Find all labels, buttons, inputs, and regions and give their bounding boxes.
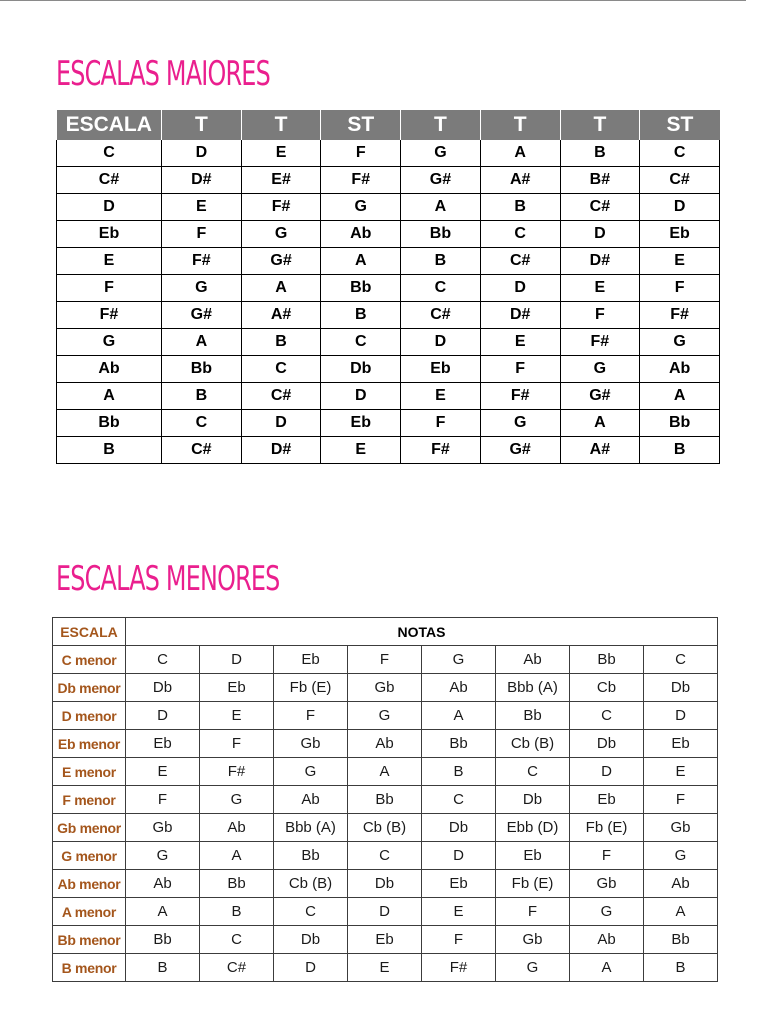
major-note-cell: C#	[480, 248, 560, 275]
major-scale-name: A	[57, 383, 162, 410]
major-note-cell: B	[241, 329, 321, 356]
major-note-cell: B	[480, 194, 560, 221]
minor-note-cell: F	[570, 842, 644, 870]
minor-note-cell: F	[496, 898, 570, 926]
major-note-cell: B	[321, 302, 401, 329]
minor-note-cell: Cb	[570, 674, 644, 702]
major-table-row	[57, 140, 720, 167]
major-table-row	[57, 383, 720, 410]
major-note-cell: F	[321, 140, 401, 167]
major-header-cell: T	[480, 110, 560, 140]
major-note-cell: E	[480, 329, 560, 356]
major-note-cell: G#	[401, 167, 481, 194]
minor-scales-table	[52, 617, 718, 982]
major-scale-name: Eb	[57, 221, 162, 248]
minor-note-cell: C	[422, 786, 496, 814]
minor-note-cell: Bb	[274, 842, 348, 870]
minor-note-cell: E	[348, 954, 422, 982]
minor-note-cell: C	[348, 842, 422, 870]
minor-table-row	[53, 870, 718, 898]
minor-note-cell: Ab	[200, 814, 274, 842]
major-note-cell: F#	[640, 302, 720, 329]
minor-header-row	[53, 618, 718, 646]
minor-note-cell: Db	[644, 674, 718, 702]
minor-note-cell: C	[496, 758, 570, 786]
minor-scale-name: D menor	[53, 702, 126, 730]
minor-note-cell: D	[126, 702, 200, 730]
major-note-cell: D	[241, 410, 321, 437]
major-scale-name: D	[57, 194, 162, 221]
major-note-cell: G	[480, 410, 560, 437]
major-note-cell: E	[162, 194, 242, 221]
minor-header-notes: NOTAS	[126, 618, 718, 646]
major-note-cell: F#	[401, 437, 481, 464]
major-note-cell: D#	[480, 302, 560, 329]
minor-note-cell: Eb	[496, 842, 570, 870]
major-scale-name: E	[57, 248, 162, 275]
major-note-cell: C#	[640, 167, 720, 194]
major-table-row	[57, 248, 720, 275]
minor-note-cell: Bb	[422, 730, 496, 758]
major-note-cell: D#	[162, 167, 242, 194]
major-table-row	[57, 329, 720, 356]
major-scale-name: G	[57, 329, 162, 356]
major-scale-name: Bb	[57, 410, 162, 437]
minor-scale-name: Gb menor	[53, 814, 126, 842]
major-note-cell: G	[241, 221, 321, 248]
minor-note-cell: Db	[274, 926, 348, 954]
major-note-cell: A	[480, 140, 560, 167]
major-table-row	[57, 302, 720, 329]
major-note-cell: G#	[480, 437, 560, 464]
major-header-cell: T	[401, 110, 481, 140]
major-note-cell: D	[560, 221, 640, 248]
minor-table-row	[53, 702, 718, 730]
major-note-cell: E#	[241, 167, 321, 194]
major-note-cell: C	[480, 221, 560, 248]
major-note-cell: A#	[560, 437, 640, 464]
minor-note-cell: Eb	[644, 730, 718, 758]
minor-note-cell: A	[644, 898, 718, 926]
major-note-cell: Eb	[321, 410, 401, 437]
minor-note-cell: D	[200, 646, 274, 674]
major-note-cell: F	[162, 221, 242, 248]
minor-note-cell: Eb	[126, 730, 200, 758]
minor-table-row	[53, 646, 718, 674]
minor-scale-name: Bb menor	[53, 926, 126, 954]
major-scale-name: B	[57, 437, 162, 464]
major-note-cell: G#	[162, 302, 242, 329]
minor-note-cell: F	[274, 702, 348, 730]
minor-scale-name: F menor	[53, 786, 126, 814]
minor-note-cell: D	[570, 758, 644, 786]
major-header-cell: T	[162, 110, 242, 140]
minor-scale-name: E menor	[53, 758, 126, 786]
major-note-cell: Ab	[321, 221, 401, 248]
minor-note-cell: B	[422, 758, 496, 786]
minor-note-cell: Eb	[422, 870, 496, 898]
minor-note-cell: C	[570, 702, 644, 730]
minor-note-cell: Eb	[274, 646, 348, 674]
major-note-cell: G	[640, 329, 720, 356]
minor-note-cell: Fb (E)	[274, 674, 348, 702]
major-note-cell: D	[640, 194, 720, 221]
minor-note-cell: Gb	[348, 674, 422, 702]
major-note-cell: F#	[162, 248, 242, 275]
minor-scale-name: Ab menor	[53, 870, 126, 898]
minor-table-row	[53, 674, 718, 702]
major-note-cell: C#	[401, 302, 481, 329]
minor-note-cell: G	[644, 842, 718, 870]
minor-note-cell: D	[348, 898, 422, 926]
major-note-cell: Eb	[401, 356, 481, 383]
minor-scale-name: G menor	[53, 842, 126, 870]
major-scale-name: C#	[57, 167, 162, 194]
minor-note-cell: C	[126, 646, 200, 674]
major-header-cell: ST	[321, 110, 401, 140]
major-note-cell: F	[560, 302, 640, 329]
major-note-cell: C	[241, 356, 321, 383]
major-note-cell: E	[241, 140, 321, 167]
major-note-cell: D	[321, 383, 401, 410]
minor-note-cell: E	[422, 898, 496, 926]
minor-table-row	[53, 758, 718, 786]
major-note-cell: B	[560, 140, 640, 167]
minor-note-cell: Gb	[570, 870, 644, 898]
minor-note-cell: G	[496, 954, 570, 982]
minor-note-cell: G	[422, 646, 496, 674]
minor-note-cell: Eb	[348, 926, 422, 954]
major-note-cell: Bb	[640, 410, 720, 437]
minor-note-cell: A	[200, 842, 274, 870]
major-note-cell: F#	[560, 329, 640, 356]
major-scales-table	[56, 110, 720, 464]
major-note-cell: E	[560, 275, 640, 302]
minor-note-cell: Cb (B)	[496, 730, 570, 758]
minor-scale-name: B menor	[53, 954, 126, 982]
major-note-cell: C#	[560, 194, 640, 221]
minor-note-cell: Ab	[126, 870, 200, 898]
major-note-cell: Eb	[640, 221, 720, 248]
major-note-cell: F#	[241, 194, 321, 221]
minor-note-cell: Bbb (A)	[274, 814, 348, 842]
major-note-cell: G#	[241, 248, 321, 275]
minor-note-cell: F	[644, 786, 718, 814]
minor-note-cell: Db	[422, 814, 496, 842]
minor-note-cell: A	[570, 954, 644, 982]
major-note-cell: C	[162, 410, 242, 437]
minor-table-row	[53, 926, 718, 954]
major-table-body	[57, 140, 720, 464]
major-header-row	[57, 110, 720, 140]
minor-note-cell: Ab	[422, 674, 496, 702]
minor-note-cell: E	[644, 758, 718, 786]
minor-note-cell: A	[422, 702, 496, 730]
minor-note-cell: F	[200, 730, 274, 758]
minor-note-cell: Bb	[570, 646, 644, 674]
minor-table-row	[53, 842, 718, 870]
major-note-cell: C	[401, 275, 481, 302]
major-note-cell: F#	[480, 383, 560, 410]
minor-note-cell: F	[348, 646, 422, 674]
major-note-cell: B	[640, 437, 720, 464]
minor-note-cell: Cb (B)	[274, 870, 348, 898]
minor-note-cell: E	[126, 758, 200, 786]
major-note-cell: F#	[321, 167, 401, 194]
major-table-row	[57, 194, 720, 221]
minor-note-cell: F	[422, 926, 496, 954]
minor-note-cell: G	[348, 702, 422, 730]
major-note-cell: C	[640, 140, 720, 167]
major-table-row	[57, 437, 720, 464]
minor-note-cell: B	[644, 954, 718, 982]
major-note-cell: A#	[241, 302, 321, 329]
major-note-cell: D	[162, 140, 242, 167]
minor-note-cell: Eb	[570, 786, 644, 814]
minor-note-cell: Ab	[644, 870, 718, 898]
minor-note-cell: Ebb (D)	[496, 814, 570, 842]
major-note-cell: E	[401, 383, 481, 410]
major-header-cell: T	[241, 110, 321, 140]
minor-note-cell: Gb	[274, 730, 348, 758]
minor-note-cell: D	[274, 954, 348, 982]
major-note-cell: B	[162, 383, 242, 410]
minor-note-cell: A	[126, 898, 200, 926]
minor-note-cell: Bb	[496, 702, 570, 730]
major-note-cell: G#	[560, 383, 640, 410]
major-note-cell: Ab	[640, 356, 720, 383]
minor-note-cell: F#	[200, 758, 274, 786]
major-scale-name: F#	[57, 302, 162, 329]
top-divider	[0, 0, 746, 1]
major-note-cell: C	[321, 329, 401, 356]
major-note-cell: C#	[162, 437, 242, 464]
major-note-cell: F	[480, 356, 560, 383]
minor-note-cell: C	[274, 898, 348, 926]
major-note-cell: G	[401, 140, 481, 167]
minor-scales-title: ESCALAS MENORES	[56, 559, 280, 599]
major-note-cell: E	[640, 248, 720, 275]
minor-note-cell: D	[422, 842, 496, 870]
minor-note-cell: B	[200, 898, 274, 926]
major-note-cell: C#	[241, 383, 321, 410]
major-note-cell: Db	[321, 356, 401, 383]
major-note-cell: E	[321, 437, 401, 464]
major-note-cell: G	[321, 194, 401, 221]
minor-note-cell: C	[200, 926, 274, 954]
minor-note-cell: G	[126, 842, 200, 870]
major-note-cell: Bb	[162, 356, 242, 383]
minor-note-cell: Bb	[644, 926, 718, 954]
major-note-cell: B	[401, 248, 481, 275]
major-scale-name: Ab	[57, 356, 162, 383]
minor-table-body	[53, 646, 718, 982]
minor-note-cell: Gb	[644, 814, 718, 842]
minor-note-cell: Db	[570, 730, 644, 758]
minor-table-row	[53, 814, 718, 842]
major-note-cell: D	[480, 275, 560, 302]
minor-table-row	[53, 954, 718, 982]
major-note-cell: Bb	[321, 275, 401, 302]
minor-table-row	[53, 730, 718, 758]
minor-scale-name: Eb menor	[53, 730, 126, 758]
minor-note-cell: Eb	[200, 674, 274, 702]
minor-scale-name: A menor	[53, 898, 126, 926]
minor-note-cell: Ab	[496, 646, 570, 674]
minor-note-cell: Fb (E)	[570, 814, 644, 842]
minor-note-cell: E	[200, 702, 274, 730]
minor-note-cell: Fb (E)	[496, 870, 570, 898]
major-scales-title: ESCALAS MAIORES	[56, 54, 270, 94]
major-note-cell: D#	[560, 248, 640, 275]
major-note-cell: G	[560, 356, 640, 383]
minor-note-cell: Ab	[274, 786, 348, 814]
major-note-cell: A	[640, 383, 720, 410]
major-note-cell: G	[162, 275, 242, 302]
major-note-cell: D#	[241, 437, 321, 464]
minor-note-cell: G	[274, 758, 348, 786]
minor-note-cell: Bb	[200, 870, 274, 898]
minor-note-cell: Db	[348, 870, 422, 898]
major-note-cell: D	[401, 329, 481, 356]
major-table-row	[57, 410, 720, 437]
major-table-row	[57, 221, 720, 248]
major-header-cell: T	[560, 110, 640, 140]
minor-note-cell: F	[126, 786, 200, 814]
minor-table-row	[53, 786, 718, 814]
major-scale-name: C	[57, 140, 162, 167]
minor-note-cell: Db	[126, 674, 200, 702]
minor-note-cell: G	[200, 786, 274, 814]
major-table-row	[57, 275, 720, 302]
minor-note-cell: D	[644, 702, 718, 730]
major-table-row	[57, 356, 720, 383]
minor-scale-name: C menor	[53, 646, 126, 674]
major-note-cell: A	[560, 410, 640, 437]
minor-header-scale: ESCALA	[53, 618, 126, 646]
major-header-cell: ST	[640, 110, 720, 140]
major-header-cell: ESCALA	[57, 110, 162, 140]
minor-note-cell: Bb	[348, 786, 422, 814]
major-note-cell: F	[401, 410, 481, 437]
major-note-cell: F	[640, 275, 720, 302]
minor-table-row	[53, 898, 718, 926]
minor-note-cell: A	[348, 758, 422, 786]
minor-scale-name: Db menor	[53, 674, 126, 702]
minor-note-cell: Bb	[126, 926, 200, 954]
minor-note-cell: B	[126, 954, 200, 982]
minor-note-cell: G	[570, 898, 644, 926]
major-note-cell: A	[241, 275, 321, 302]
minor-note-cell: Gb	[126, 814, 200, 842]
major-note-cell: A	[321, 248, 401, 275]
minor-note-cell: Ab	[570, 926, 644, 954]
minor-note-cell: Ab	[348, 730, 422, 758]
minor-note-cell: Bbb (A)	[496, 674, 570, 702]
major-note-cell: A	[401, 194, 481, 221]
minor-note-cell: Gb	[496, 926, 570, 954]
major-note-cell: A#	[480, 167, 560, 194]
major-table-row	[57, 167, 720, 194]
major-note-cell: Bb	[401, 221, 481, 248]
minor-note-cell: C#	[200, 954, 274, 982]
major-note-cell: B#	[560, 167, 640, 194]
minor-note-cell: F#	[422, 954, 496, 982]
major-scale-name: F	[57, 275, 162, 302]
minor-note-cell: Cb (B)	[348, 814, 422, 842]
minor-note-cell: C	[644, 646, 718, 674]
major-note-cell: A	[162, 329, 242, 356]
minor-note-cell: Db	[496, 786, 570, 814]
